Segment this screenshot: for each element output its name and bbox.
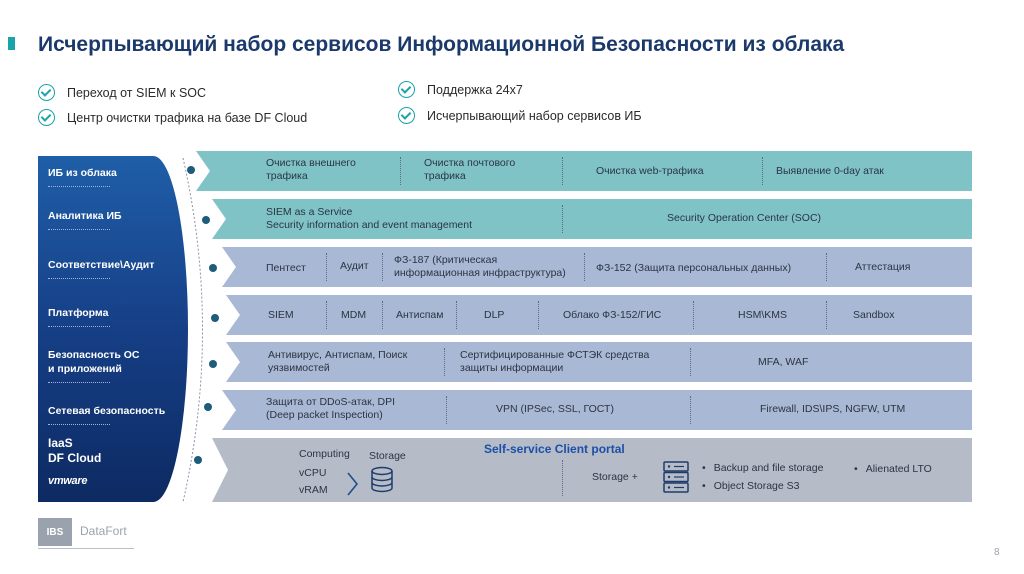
service-cell: HSM\KMS (738, 309, 788, 321)
check-item: Переход от SIEM к SOC (38, 84, 206, 101)
service-cell: Защита от DDoS-атак, DPI (Deep packet Inspection) (266, 396, 396, 421)
server-rack-icon (662, 461, 690, 493)
vcpu-label: vCPU (299, 467, 327, 479)
service-cell: Очистка внешнего трафика (266, 157, 356, 182)
sidebar-item: Соответствие\Аудит (48, 258, 154, 279)
storage-label: Storage (369, 450, 406, 462)
sidebar-item: Платформа (48, 306, 110, 327)
sidebar-item: Безопасность ОС и приложений (48, 348, 140, 383)
service-cell: Выявление 0-day атак (776, 165, 884, 177)
service-cell: Firewall, IDS\IPS, NGFW, UTM (760, 403, 906, 415)
page-number: 8 (994, 547, 1000, 558)
connector-dot (194, 456, 202, 464)
chevron-right-icon (346, 471, 360, 497)
sidebar-item-iaas: IaaS DF Cloud (48, 436, 102, 465)
storage-plus-label: Storage + (592, 471, 638, 483)
service-cell: Антивирус, Антиспам, Поиск уязвимостей (268, 349, 408, 374)
service-cell: Аттестация (855, 261, 911, 273)
service-cell: ФЗ-152 (Защита персональных данных) (596, 262, 792, 274)
connector-dot (187, 166, 195, 174)
check-item: Поддержка 24x7 (398, 81, 523, 98)
service-cell: Sandbox (853, 309, 895, 321)
service-cell: ФЗ-187 (Критическая информационная инфраструктура) (394, 254, 566, 279)
vram-label: vRAM (299, 484, 328, 496)
service-cell: MDM (341, 309, 367, 321)
lto-item: • Alienated LTO (854, 463, 932, 476)
connector-dot (209, 360, 217, 368)
connector-dot (209, 264, 217, 272)
service-cell: Облако ФЗ-152/ГИС (563, 309, 662, 321)
database-icon (369, 466, 395, 494)
sidebar-item: Аналитика ИБ (48, 209, 122, 230)
ibs-logo: IBS (38, 518, 72, 546)
portal-title: Self-service Client portal (484, 442, 625, 456)
footer-divider (38, 548, 134, 549)
page-title: Исчерпывающий набор сервисов Информационной Безопасности из облака (38, 33, 845, 56)
sidebar-item: Сетевая безопасность (48, 404, 165, 425)
connector-dot (211, 314, 219, 322)
vmware-logo: vmware (48, 475, 88, 487)
service-cell: SIEM as a Service Security information and event management (266, 206, 473, 231)
computing-label: Computing (299, 448, 350, 460)
service-cell: Очистка web-трафика (596, 165, 704, 177)
check-item: Исчерпывающий набор сервисов ИБ (398, 107, 642, 124)
service-cell: DLP (484, 309, 505, 321)
connector-dot (202, 216, 210, 224)
service-cell: Пентест (266, 262, 306, 274)
service-cell: MFA, WAF (758, 356, 809, 368)
service-cell: Security Operation Center (SOC) (667, 212, 822, 224)
service-cell: VPN (IPSec, SSL, ГОСТ) (496, 403, 614, 415)
backup-item: • Backup and file storage (702, 462, 823, 475)
service-cell: Очистка почтового трафика (424, 157, 516, 182)
sidebar-item: ИБ из облака (48, 166, 117, 187)
object-storage-item: • Object Storage S3 (702, 480, 800, 493)
brand-name: DataFort (80, 524, 127, 538)
service-cell: Сертифицированные ФСТЭК средства защиты информации (460, 349, 650, 374)
service-cell: Аудит (340, 260, 369, 272)
service-cell: SIEM (268, 309, 294, 321)
connector-dot (204, 403, 212, 411)
check-item: Центр очистки трафика на базе DF Cloud (38, 109, 307, 126)
service-cell: Антиспам (396, 309, 444, 321)
